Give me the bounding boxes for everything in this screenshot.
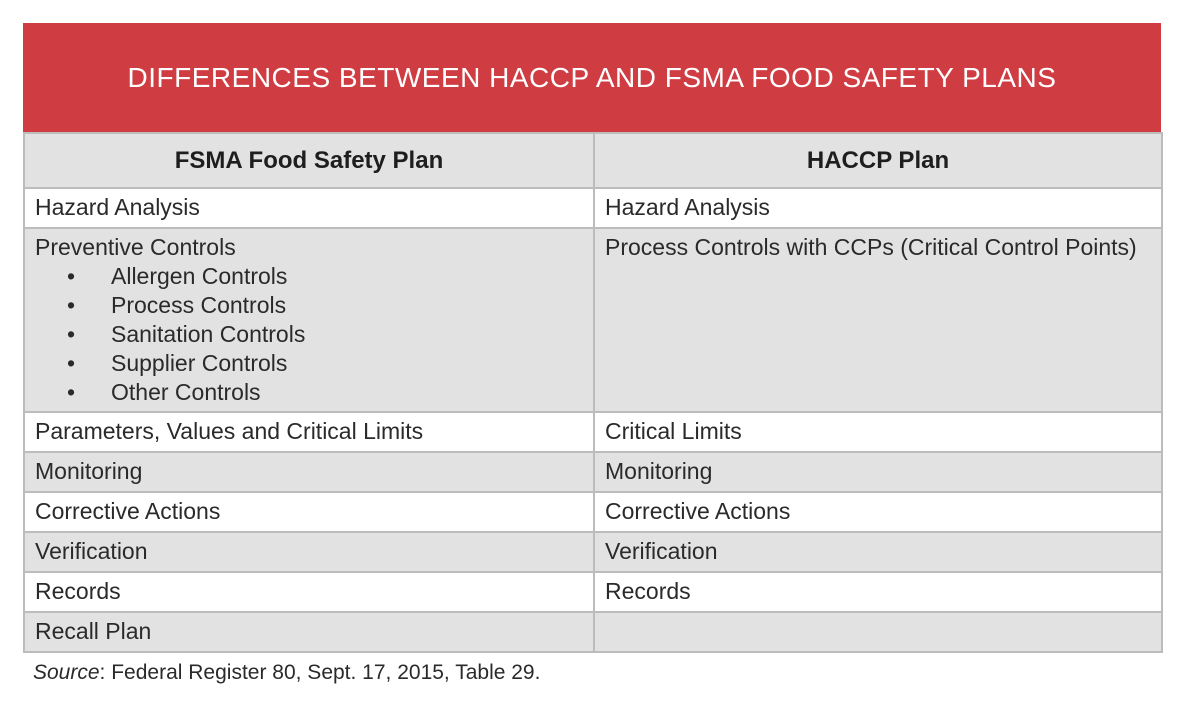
cell-haccp: Monitoring xyxy=(594,452,1162,492)
cell-haccp: Hazard Analysis xyxy=(594,188,1162,228)
list-item xyxy=(67,349,584,378)
cell-haccp: Records xyxy=(594,572,1162,612)
cell-fsma xyxy=(24,228,594,412)
bullet-icon: • xyxy=(67,379,76,405)
cell-fsma: Verification xyxy=(24,532,594,572)
header-haccp: HACCP Plan xyxy=(594,133,1162,188)
table-row xyxy=(24,412,1162,452)
table-row xyxy=(24,492,1162,532)
cell-haccp: Process Controls with CCPs (Critical Control Points) xyxy=(594,228,1162,412)
bullet-icon: • xyxy=(67,292,76,318)
cell-fsma: Parameters, Values and Critical Limits xyxy=(24,412,594,452)
preventive-controls-label: Preventive Controls xyxy=(35,234,236,260)
table-row xyxy=(24,532,1162,572)
cell-haccp: Verification xyxy=(594,532,1162,572)
header-row xyxy=(24,133,1162,188)
cell-fsma: Recall Plan xyxy=(24,612,594,652)
cell-haccp: Corrective Actions xyxy=(594,492,1162,532)
table-row xyxy=(24,572,1162,612)
list-item-label: Sanitation Controls xyxy=(111,321,306,347)
list-item-label: Other Controls xyxy=(111,379,261,405)
bullet-icon: • xyxy=(67,321,76,347)
comparison-table xyxy=(23,132,1163,653)
cell-haccp xyxy=(594,612,1162,652)
preventive-controls-list xyxy=(35,262,584,407)
table-row xyxy=(24,228,1162,412)
list-item-label: Supplier Controls xyxy=(111,350,288,376)
cell-fsma: Records xyxy=(24,572,594,612)
list-item xyxy=(67,291,584,320)
source-text: : Federal Register 80, Sept. 17, 2015, Table 29. xyxy=(99,661,541,684)
bullet-icon: • xyxy=(67,350,76,376)
list-item xyxy=(67,378,584,407)
cell-fsma: Monitoring xyxy=(24,452,594,492)
comparison-figure xyxy=(23,23,1161,685)
table-title xyxy=(23,23,1161,132)
table-row xyxy=(24,188,1162,228)
header-fsma: FSMA Food Safety Plan xyxy=(24,133,594,188)
bullet-icon: • xyxy=(67,263,76,289)
cell-fsma: Hazard Analysis xyxy=(24,188,594,228)
list-item-label: Process Controls xyxy=(111,292,287,318)
cell-haccp: Critical Limits xyxy=(594,412,1162,452)
table-row xyxy=(24,452,1162,492)
list-item xyxy=(67,262,584,291)
list-item xyxy=(67,320,584,349)
table-row xyxy=(24,612,1162,652)
source-label: Source xyxy=(33,661,100,684)
table-title-text: DIFFERENCES BETWEEN HACCP AND FSMA FOOD SAFETY PLANS xyxy=(127,61,1057,93)
list-item-label: Allergen Controls xyxy=(111,263,288,289)
cell-fsma: Corrective Actions xyxy=(24,492,594,532)
source-note xyxy=(23,661,1161,685)
